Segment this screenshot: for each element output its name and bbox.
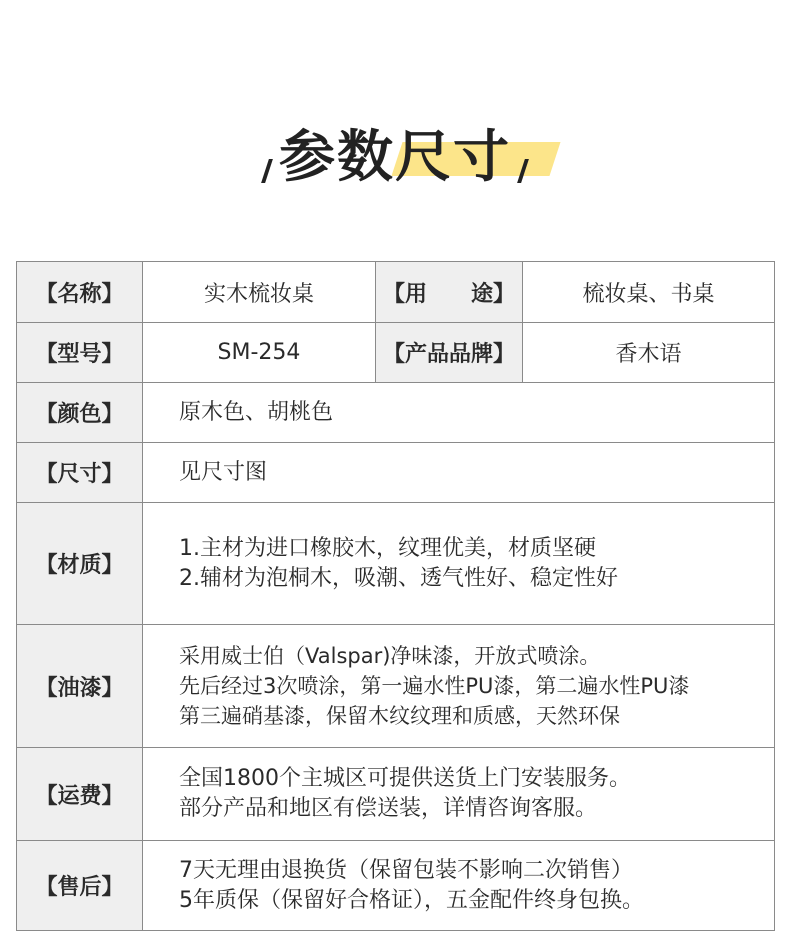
brand-value: 香木语 — [523, 323, 775, 383]
aftersale-label: 【售后】 — [17, 841, 143, 931]
table-row — [17, 625, 775, 748]
brand-label: 【产品品牌】 — [376, 323, 523, 383]
paint-line: 采用威士伯（Valspar)净味漆，开放式喷涂。 — [179, 644, 601, 668]
model-label: 【型号】 — [17, 323, 143, 383]
aftersale-value — [143, 841, 775, 931]
aftersale-line: 5年质保（保留好合格证），五金配件终身包换。 — [179, 887, 644, 913]
color-value: 原木色、胡桃色 — [143, 383, 775, 443]
title-slash-left — [261, 159, 273, 183]
name-value: 实木梳妆桌 — [143, 262, 376, 323]
table-row — [17, 503, 775, 625]
material-label: 【材质】 — [17, 503, 143, 625]
paint-line: 先后经过3次喷涂，第一遍水性PU漆，第二遍水性PU漆 — [179, 674, 690, 698]
material-line: 2.辅材为泡桐木，吸潮、透气性好、稳定性好 — [179, 565, 618, 591]
use-value: 梳妆桌、书桌 — [523, 262, 775, 323]
material-line: 1.主材为进口橡胶木，纹理优美，材质坚硬 — [179, 535, 596, 561]
paint-label: 【油漆】 — [17, 625, 143, 748]
size-value: 见尺寸图 — [143, 443, 775, 503]
material-value — [143, 503, 775, 625]
color-label: 【颜色】 — [17, 383, 143, 443]
shipping-line: 全国1800个主城区可提供送货上门安装服务。 — [179, 766, 631, 791]
size-label: 【尺寸】 — [17, 443, 143, 503]
shipping-line: 部分产品和地区有偿送装，详情咨询客服。 — [179, 796, 598, 821]
shipping-value — [143, 748, 775, 841]
spec-table — [16, 261, 775, 931]
table-row — [17, 383, 775, 443]
model-value: SM-254 — [143, 323, 376, 383]
name-label: 【名称】 — [17, 262, 143, 323]
table-row — [17, 443, 775, 503]
aftersale-line: 7天无理由退换货（保留包装不影响二次销售） — [179, 857, 633, 883]
table-row — [17, 262, 775, 323]
table-row — [17, 841, 775, 931]
page-title: 参数尺寸 — [279, 125, 511, 190]
table-row — [17, 323, 775, 383]
table-row — [17, 748, 775, 841]
paint-value — [143, 625, 775, 748]
section-title — [0, 118, 790, 198]
shipping-label: 【运费】 — [17, 748, 143, 841]
use-label: 【用 途】 — [376, 262, 523, 323]
paint-line: 第三遍硝基漆，保留木纹纹理和质感，天然环保 — [179, 704, 620, 728]
